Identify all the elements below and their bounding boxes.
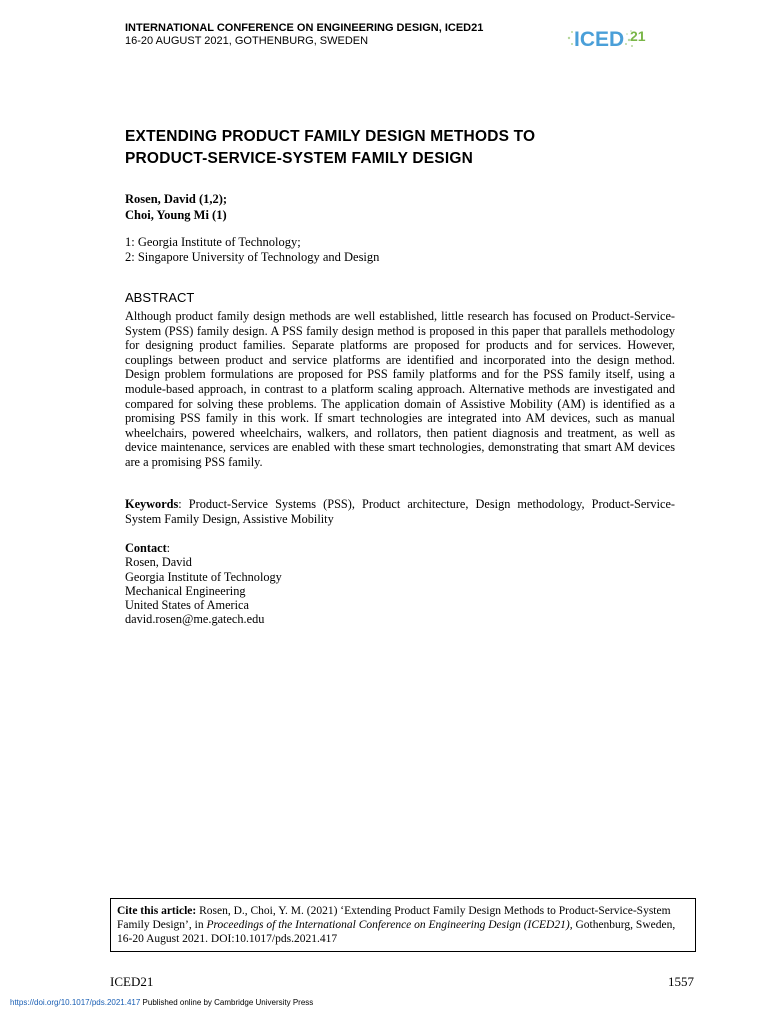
iced21-logo [566,26,656,50]
cite-label: Cite this article: [117,905,197,917]
conference-header [125,22,483,48]
title-line-2: PRODUCT-SERVICE-SYSTEM FAMILY DESIGN [125,150,473,167]
contact-name: Rosen, David [125,555,192,570]
logo-text: ICED [574,28,625,50]
contact-country: United States of America [125,598,249,613]
cite-proceedings: Proceedings of the International Conference on Engineering Design (ICED21), [206,919,573,931]
contact-email[interactable]: david.rosen@me.gatech.edu [125,612,265,627]
keywords-text: : Product-Service Systems (PSS), Product architecture, Design methodology, Product-Service-System Family Design, Assistive Mobility [125,497,675,526]
cite-text-1: Rosen, D., Choi, Y. M. (2021) ‘Extending Product Family Design Methods to Product-Service-System Family Design’, in [117,905,671,931]
footer-conference: ICED21 [110,974,154,989]
contact-department: Mechanical Engineering [125,583,246,598]
abstract-text: Although product family design methods are well established, little research has focused on Product-Service-System (PSS) family design. A PSS family design method is proposed in this paper that parallels methodology for designing product families. Separate platforms are proposed for products and for services. However, couplings between product and service platforms are identified and incorporated into the design method. Design problem formulations are proposed for PSS family platforms and for the PSS family itself, using a module-based approach, in contrast to a platform scaling approach. Alternative methods are investigated and compared for solving these problems. The application domain of Assistive Mobility (AM) is identified as a promising PSS family in this work. If smart technologies are integrated into AM devices, such as manual wheelchairs, powered wheelchairs, walkers, and rollators, then patient diagnosis and treatment, as well as device maintenance, services are enabled with these smart technologies, demonstrating that smart AM devices are a promising PSS family. [125,309,675,469]
conference-name: INTERNATIONAL CONFERENCE ON ENGINEERING DESIGN, ICED21 [125,22,484,34]
contact-label: Contact [125,541,167,555]
keywords-label: Keywords [125,497,179,511]
affiliation-list [125,235,379,265]
author-2: Choi, Young Mi (1) [125,208,227,222]
published-note: Published online by Cambridge University Press [140,998,314,1007]
author-1: Rosen, David (1,2); [125,192,228,206]
contact-institution: Georgia Institute of Technology [125,569,282,584]
conference-dates: 16-20 AUGUST 2021, GOTHENBURG, SWEDEN [125,35,369,47]
affiliation-1: 1: Georgia Institute of Technology; [125,235,301,249]
keywords-section [125,497,675,526]
title-line-1: EXTENDING PRODUCT FAMILY DESIGN METHODS TO [125,128,536,145]
logo-number: 21 [630,28,646,44]
abstract-heading: ABSTRACT [125,290,195,305]
doi-link[interactable]: https://doi.org/10.1017/pds.2021.417 [10,998,141,1007]
page-number: 1557 [668,974,694,989]
citation-box [110,898,696,952]
affiliation-2: 2: Singapore University of Technology and Design [125,250,380,264]
cite-text-2: Gothenburg, Sweden, 16-20 August 2021. DOI:10.1017/pds.2021.417 [117,919,676,945]
doi-footer [10,998,313,1007]
contact-section: Contact: Rosen, David Georgia Institute of Technology Mechanical Engineering United States of America david.rosen@me.gatech.edu [125,541,282,627]
paper-title [125,126,685,170]
author-list [125,191,227,223]
